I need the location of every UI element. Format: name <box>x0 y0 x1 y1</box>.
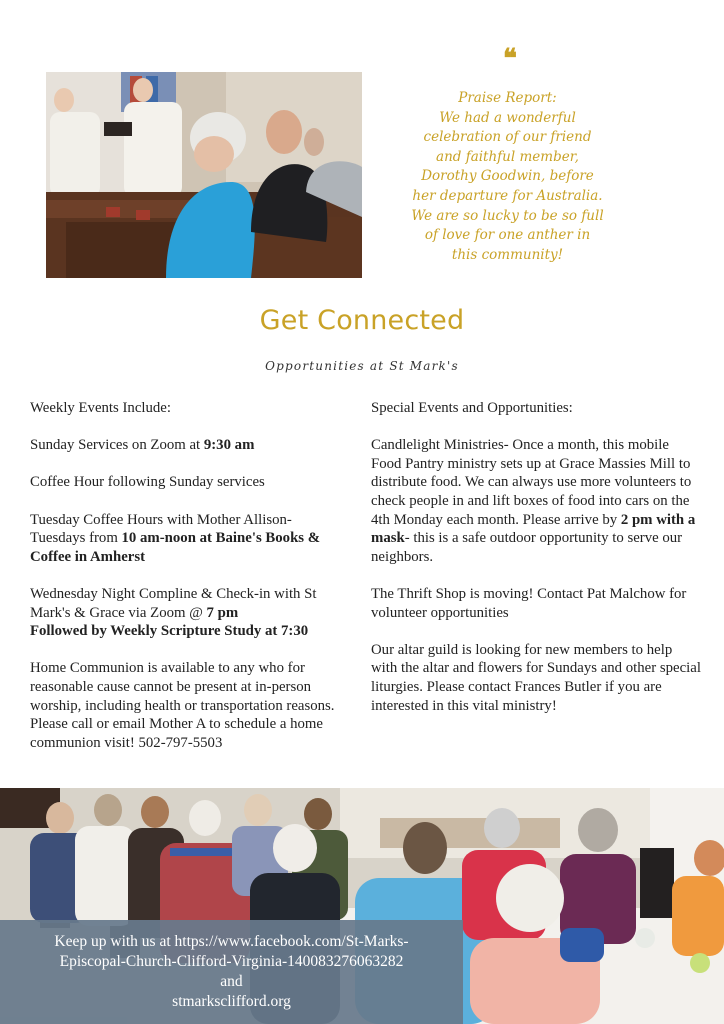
tuesday-location: 10 am-noon at Baine's Books & Coffee in Amherst <box>30 530 321 565</box>
candlelight-note: - this is a safe outdoor opportunity to serve our neighbors. <box>371 530 683 565</box>
special-events-column <box>371 399 701 734</box>
quote-icon: ❝ <box>503 44 517 74</box>
thrift-shop: The Thrift Shop is moving! Contact Pat Malchow for volunteer opportunities <box>371 585 687 621</box>
sunday-services <box>30 436 348 455</box>
congregation-photo <box>46 72 362 278</box>
weekly-events-column <box>30 399 348 771</box>
home-communion: Home Communion is available to any who for reasonable cause cannot be present at in-person worship, including health or transportation reasons. Please call or email Mother A to schedule a home communion visit! 502-797-5503 <box>30 660 335 751</box>
footer-and: and <box>220 973 243 990</box>
tuesday-text: Tuesday Coffee Hours with Mother Allison- Tuesdays from <box>30 511 292 547</box>
footer-facebook-line-2[interactable]: Episcopal-Church-Clifford-Virginia-140083276063282 <box>59 953 404 970</box>
footer-website[interactable]: stmarksclifford.org <box>172 993 291 1010</box>
tuesday-coffee <box>30 511 348 567</box>
section-subtitle: Opportunities at St Mark's <box>265 359 459 373</box>
scripture-study: Followed by Weekly Scripture Study at 7:30 <box>30 623 309 640</box>
praise-report: Praise Report: We had a wonderful celebration of our friend and faithful member, Dorothy Goodwin, before her departure for Australia. We are so lucky to be so full of love for one anther in this community! <box>411 90 604 263</box>
candlelight-text: Candlelight Ministries- Once a month, this mobile Food Pantry ministry sets up at Grace Massies Mill to distribute food. We can always use more volunteers to check people in and lift boxes of food into cars on the 4th Monday each month. Please arrive by <box>371 437 692 528</box>
wednesday-text: Wednesday Night Compline & Check-in with St Mark's & Grace via Zoom @ <box>30 585 317 621</box>
coffee-hour: Coffee Hour following Sunday services <box>30 474 265 491</box>
congregation-photo-art <box>46 72 362 278</box>
sunday-text: Sunday Services on Zoom at <box>30 437 204 454</box>
footer-links <box>0 920 463 1024</box>
candlelight-ministries <box>371 436 701 566</box>
special-events-heading: Special Events and Opportunities: <box>371 400 573 416</box>
altar-guild: Our altar guild is looking for new members to help with the altar and flowers for Sundays and other special liturgies. Please contact Frances Butler if you are interested in this vital ministry! <box>371 641 701 714</box>
sunday-time: 9:30 am <box>203 437 255 454</box>
section-title: Get Connected <box>259 305 465 336</box>
wednesday-compline <box>30 585 348 641</box>
wednesday-time: 7 pm <box>206 604 239 621</box>
weekly-events-heading: Weekly Events Include: <box>30 400 171 416</box>
footer-facebook-line-1[interactable]: Keep up with us at https://www.facebook.com/St-Marks- <box>54 933 409 950</box>
candlelight-arrival: 2 pm with a mask <box>371 511 696 547</box>
